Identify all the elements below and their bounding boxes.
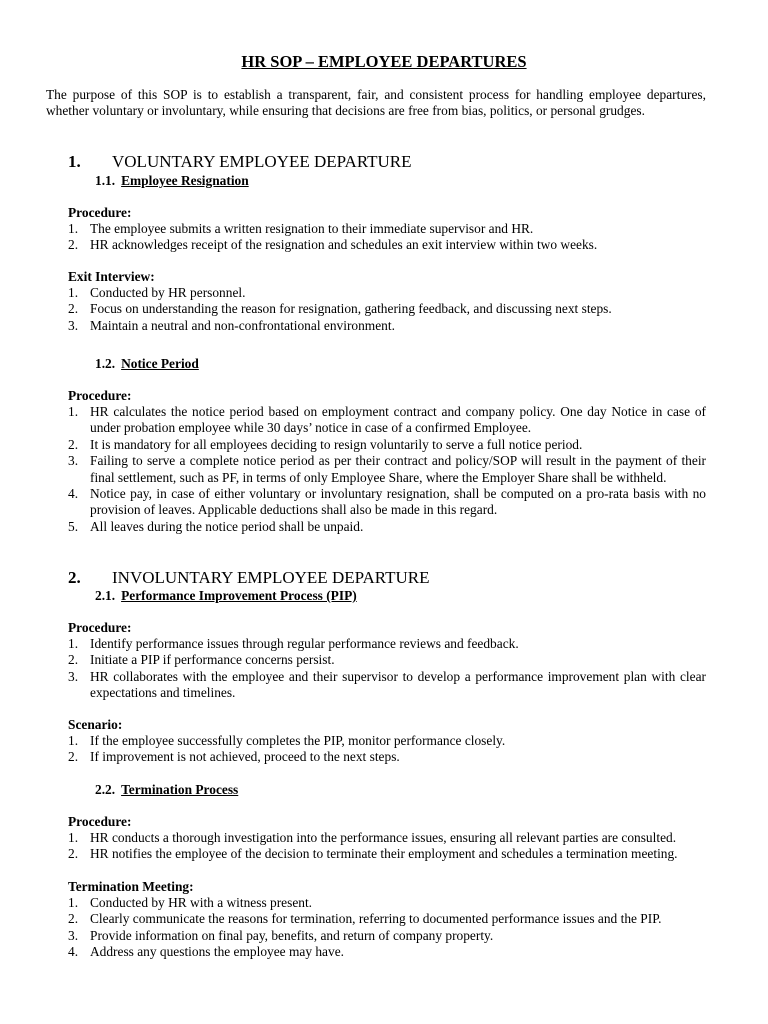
exit-interview-label: Exit Interview: <box>68 269 155 284</box>
list-item-number: 1. <box>68 404 79 419</box>
subsection-heading <box>95 588 357 604</box>
section-number: 2. <box>68 568 81 587</box>
list-item-text: HR conducts a thorough investigation into the performance issues, ensuring all relevant parties are consulted. <box>90 830 677 845</box>
subsection-title: Performance Improvement Process (PIP) <box>121 588 357 603</box>
list-item-number: 2. <box>68 436 79 452</box>
list-item <box>68 944 706 960</box>
section-title: INVOLUNTARY EMPLOYEE DEPARTURE <box>112 568 430 587</box>
list-item-number: 1. <box>68 221 79 236</box>
list-item <box>68 237 706 253</box>
subsection-number: 2.2. <box>95 782 116 797</box>
list-item-text: If the employee successfully completes the PIP, monitor performance closely. <box>90 733 506 748</box>
list-item-number: 1. <box>68 830 79 845</box>
intro-paragraph: The purpose of this SOP is to establish a transparent, fair, and consistent process for handling employee departures, whether voluntary or involuntary, while ensuring that decisions are free from bias, politics, or personal grudges. <box>46 87 706 119</box>
list-item <box>68 221 706 237</box>
list-item-text: HR collaborates with the employee and their supervisor to develop a performance improvement plan with clear expectations and timelines. <box>90 668 706 701</box>
list-item <box>68 669 706 702</box>
subsection-heading <box>95 173 249 189</box>
list-item-text: The employee submits a written resignation to their immediate supervisor and HR. <box>90 221 534 236</box>
list-item <box>68 846 706 862</box>
list-item-text: Focus on understanding the reason for resignation, gathering feedback, and discussing next steps. <box>90 301 612 317</box>
subsection-number: 1.1. <box>95 173 116 188</box>
list-item <box>68 285 706 301</box>
subsection-number: 2.1. <box>95 588 116 603</box>
list-item <box>68 486 706 519</box>
list-item-number: 2. <box>68 652 79 668</box>
list-item-text: Provide information on final pay, benefits, and return of company property. <box>90 927 494 943</box>
list-item-number: 1. <box>68 895 79 910</box>
subsection-title: Termination Process <box>121 782 239 797</box>
numbered-list <box>68 221 706 254</box>
list-item <box>68 911 706 927</box>
list-item-text: Maintain a neutral and non-confrontational environment. <box>90 317 395 333</box>
procedure-label: Procedure: <box>68 205 132 220</box>
list-item <box>68 453 706 486</box>
list-item-number: 2. <box>68 846 79 862</box>
list-item <box>68 749 706 765</box>
list-item <box>68 928 706 944</box>
list-item-number: 1. <box>68 636 79 651</box>
list-item-text: Address any questions the employee may have. <box>90 944 344 960</box>
list-item-text: HR notifies the employee of the decision to terminate their employment and schedules a termination meeting. <box>90 846 678 862</box>
list-item-number: 2. <box>68 237 79 253</box>
list-item <box>68 895 706 911</box>
procedure-label: Procedure: <box>68 620 132 635</box>
list-item-number: 5. <box>68 518 79 534</box>
numbered-list <box>68 895 706 961</box>
list-item <box>68 404 706 437</box>
list-item <box>68 318 706 334</box>
subsection-heading <box>95 782 238 798</box>
list-item-number: 2. <box>68 301 79 317</box>
procedure-label: Procedure: <box>68 814 132 829</box>
list-item-number: 2. <box>68 749 79 765</box>
list-item-text: Clearly communicate the reasons for termination, referring to documented performance issues and the PIP. <box>90 911 662 927</box>
list-item-number: 4. <box>68 486 79 502</box>
numbered-list <box>68 404 706 535</box>
list-item-number: 3. <box>68 453 79 469</box>
list-item-text: If improvement is not achieved, proceed to the next steps. <box>90 749 400 765</box>
list-item-text: Failing to serve a complete notice period as per their contract and policy/SOP will result in the payment of their final settlement, such as PF, in terms of only Employee Share, where the Employer Share shall be withheld. <box>90 453 706 485</box>
list-item-number: 1. <box>68 733 79 748</box>
list-item-number: 1. <box>68 285 79 300</box>
document-title: HR SOP – EMPLOYEE DEPARTURES <box>241 52 527 71</box>
section-number: 1. <box>68 152 81 171</box>
numbered-list <box>68 285 706 334</box>
list-item-text: HR acknowledges receipt of the resignation and schedules an exit interview within two weeks. <box>90 237 598 253</box>
list-item-number: 2. <box>68 911 79 927</box>
numbered-list <box>68 733 706 766</box>
section-heading <box>68 152 412 172</box>
list-item-text: Initiate a PIP if performance concerns persist. <box>90 652 335 668</box>
subsection-title: Notice Period <box>121 356 199 371</box>
termination-meeting-label: Termination Meeting: <box>68 879 194 894</box>
list-item-text: Identify performance issues through regular performance reviews and feedback. <box>90 636 519 651</box>
procedure-label: Procedure: <box>68 388 132 403</box>
subsection-number: 1.2. <box>95 356 116 371</box>
scenario-label: Scenario: <box>68 717 123 732</box>
section-title: VOLUNTARY EMPLOYEE DEPARTURE <box>112 152 412 171</box>
numbered-list <box>68 830 706 863</box>
list-item <box>68 301 706 317</box>
list-item-number: 3. <box>68 668 79 684</box>
list-item <box>68 636 706 652</box>
list-item-text: It is mandatory for all employees deciding to resign voluntarily to serve a full notice period. <box>90 436 583 452</box>
subsection-heading <box>95 356 199 372</box>
section-heading <box>68 568 429 588</box>
list-item-number: 3. <box>68 317 79 333</box>
subsection-title: Employee Resignation <box>121 173 249 188</box>
list-item <box>68 830 706 846</box>
list-item-text: Conducted by HR with a witness present. <box>90 895 313 910</box>
list-item <box>68 437 706 453</box>
list-item-text: All leaves during the notice period shall be unpaid. <box>90 518 364 534</box>
list-item <box>68 652 706 668</box>
list-item-text: HR calculates the notice period based on employment contract and company policy. One day Notice in case of under probation employee while 30 days’ notice in case of a confirmed Employee. <box>90 404 706 436</box>
list-item-text: Conducted by HR personnel. <box>90 285 246 300</box>
list-item-text: Notice pay, in case of either voluntary or involuntary resignation, shall be computed on a pro-rata basis with no provision of leaves. Applicable deductions shall also be made in this regard. <box>90 486 706 518</box>
numbered-list <box>68 636 706 702</box>
list-item <box>68 733 706 749</box>
list-item-number: 3. <box>68 927 79 943</box>
list-item-number: 4. <box>68 944 79 960</box>
list-item <box>68 519 706 535</box>
